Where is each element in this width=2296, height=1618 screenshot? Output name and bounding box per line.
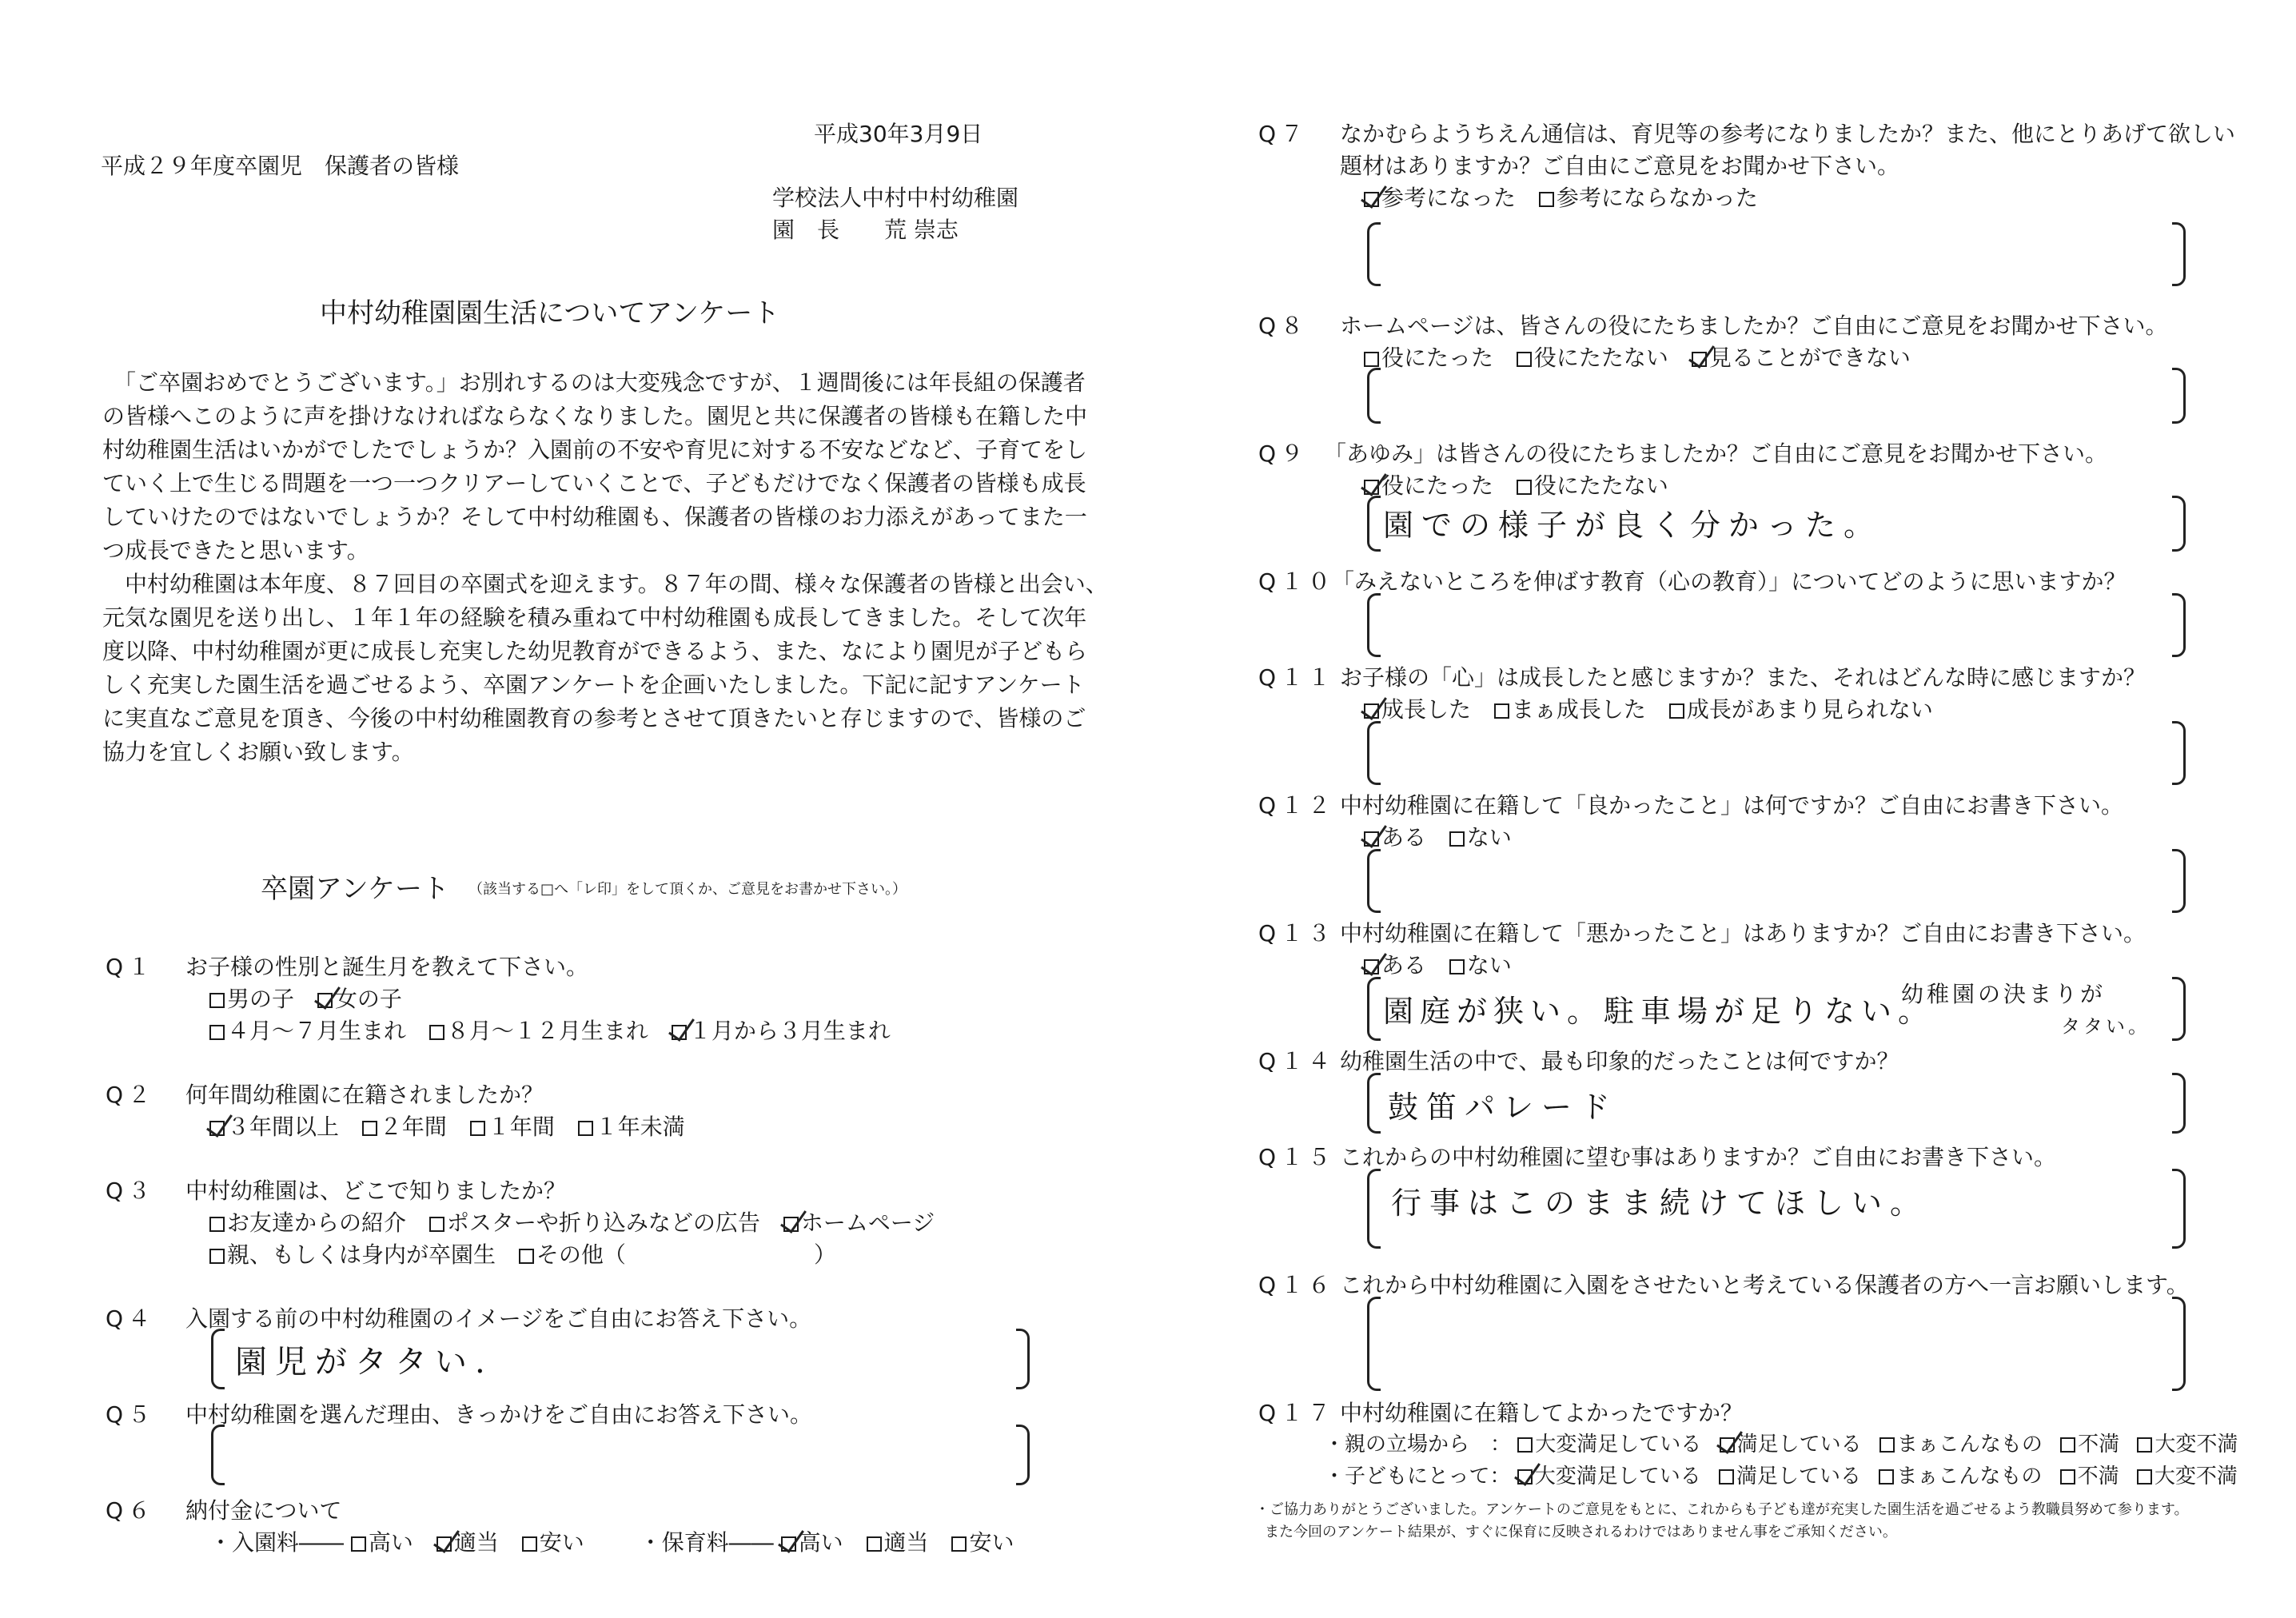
checkbox[interactable] <box>209 1025 225 1040</box>
checkbox-checked[interactable] <box>781 1536 796 1552</box>
checkbox[interactable] <box>867 1536 882 1552</box>
option-little-growth[interactable]: 成長があまり見られない <box>1669 692 1933 724</box>
question-number: Q３ <box>106 1178 156 1204</box>
checkbox-checked[interactable] <box>1364 703 1379 719</box>
intro-line: 中村幼稚園は本年度、８７回目の卒園式を迎えます。８７年の間、様々な保護者の皆様と出会い、 <box>102 571 1108 597</box>
checkbox[interactable] <box>470 1121 485 1136</box>
question-number: Q７ <box>1258 121 1309 147</box>
fee-label-childcare: ・保育料―― <box>639 1529 774 1556</box>
bracket-right <box>2172 368 2186 424</box>
survey-title: 卒園アンケート <box>261 873 449 905</box>
bracket-left <box>1367 496 1381 552</box>
checkbox[interactable] <box>429 1025 444 1040</box>
option-entrance-cheap[interactable]: 安い <box>522 1525 584 1557</box>
option-useful[interactable]: 役にたった <box>1364 341 1493 373</box>
checkbox-checked[interactable] <box>672 1025 687 1040</box>
bracket-right <box>2172 721 2186 785</box>
checkbox[interactable] <box>519 1249 534 1264</box>
bracket-left <box>1367 1169 1381 1249</box>
q1-gender-options <box>209 982 418 1014</box>
option-yes[interactable]: ある <box>1364 820 1426 852</box>
fee-label-entrance: ・入園料―― <box>209 1529 345 1556</box>
question-number: Q１４ <box>1258 1048 1336 1074</box>
option-so-so[interactable]: まぁこんなもの <box>1879 1460 2042 1489</box>
checkbox[interactable] <box>2137 1437 2152 1453</box>
q7-options <box>1364 181 1774 213</box>
question-text: 中村幼稚園に在籍してよかったですか？ <box>1340 1400 1744 1426</box>
director: 園 長 荒 崇志 <box>772 217 959 243</box>
intro-line: の皆様へこのように声を掛けなければならなくなりました。園児と共に保護者の皆様も在籍した中 <box>102 403 1088 429</box>
q17-parent-row <box>1324 1428 2238 1457</box>
question-text: 幼稚園生活の中で、最も印象的だったことは何ですか？ <box>1340 1048 1899 1074</box>
answer-box[interactable] <box>211 1329 1030 1389</box>
checkbox[interactable] <box>1364 352 1379 367</box>
option-other[interactable]: その他（ <box>519 1237 626 1269</box>
question-text: 中村幼稚園を選んだ理由、きっかけをご自由にお答え下さい。 <box>185 1401 813 1428</box>
checkbox-checked[interactable] <box>1364 959 1379 974</box>
checkbox-checked[interactable] <box>1692 352 1707 367</box>
question-text: ホームページは、皆さんの役にたちましたか？ご自由にご意見をお聞かせ下さい。 <box>1340 313 2168 339</box>
page-divider <box>1148 0 1149 1618</box>
bracket-right <box>2172 977 2186 1041</box>
checkbox[interactable] <box>2060 1469 2075 1484</box>
question-number: Q６ <box>106 1497 156 1524</box>
q3-options-row2 <box>209 1237 642 1269</box>
question-number: Q１７ <box>1258 1400 1336 1426</box>
checkbox[interactable] <box>362 1121 377 1136</box>
bracket-left <box>1367 593 1381 657</box>
question-number: Q９ <box>1258 440 1309 467</box>
question-text: お子様の性別と誕生月を教えて下さい。 <box>185 954 589 980</box>
checkbox-checked[interactable] <box>317 993 333 1008</box>
question-text: 納付金について <box>185 1497 342 1524</box>
checkbox[interactable] <box>2137 1469 2152 1484</box>
checkbox-checked[interactable] <box>1364 480 1379 495</box>
option-could-not-view[interactable]: 見ることができない <box>1692 341 1911 373</box>
handwritten-answer-note: タタい。 <box>2061 1015 2151 1038</box>
q11-options <box>1364 692 1949 724</box>
option-childcare-high[interactable]: 高い <box>781 1525 843 1557</box>
question-number: Q１ <box>106 954 156 980</box>
question-number: Q１０ <box>1258 568 1336 595</box>
question-text: 入園する前の中村幼稚園のイメージをご自由にお答え下さい。 <box>185 1305 812 1332</box>
option-childcare-fair[interactable]: 適当 <box>867 1525 929 1557</box>
row-label: ・子どもにとって： <box>1324 1465 1511 1488</box>
option-relative[interactable]: 親、もしくは身内が卒園生 <box>209 1237 496 1269</box>
option-very-dissatisfied[interactable]: 大変不満 <box>2137 1460 2238 1489</box>
answer-box[interactable] <box>1367 222 2186 286</box>
bracket-right <box>1016 1425 1030 1485</box>
option-satisfied[interactable]: 満足している <box>1720 1428 1862 1457</box>
question-number: Q１１ <box>1258 664 1336 691</box>
option-friend[interactable]: お友達からの紹介 <box>209 1206 406 1237</box>
checkbox[interactable] <box>1517 352 1532 367</box>
bracket-right <box>2172 496 2186 552</box>
question-text: 「みえないところを伸ばす教育（心の教育）」についてどのように思いますか？ <box>1332 568 2127 595</box>
checkbox-checked[interactable] <box>1517 1469 1533 1484</box>
bracket-left <box>1367 1297 1381 1391</box>
bracket-left <box>1367 721 1381 785</box>
q12-options <box>1364 820 1528 852</box>
checkbox-checked[interactable] <box>209 1121 225 1136</box>
bracket-left <box>1367 977 1381 1041</box>
handwritten-answer: 鼓笛パレード <box>1388 1090 1619 1125</box>
q6-fee-options <box>209 1525 1030 1557</box>
checkbox[interactable] <box>1517 480 1532 495</box>
checkbox[interactable] <box>209 1217 225 1232</box>
checkbox[interactable] <box>1879 1437 1895 1453</box>
bracket-right <box>2172 593 2186 657</box>
answer-box[interactable] <box>1367 593 2186 657</box>
intro-line: していけたのではないでしょうか？そして中村幼稚園も、保護者の皆様のお力添えがあってまた一 <box>102 504 1087 530</box>
bracket-left <box>211 1425 225 1485</box>
checkbox[interactable] <box>1719 1469 1734 1484</box>
answer-box[interactable] <box>1367 721 2186 785</box>
q13-options <box>1364 948 1528 980</box>
intro-line: つ成長できたと思います。 <box>102 537 369 564</box>
option-under-1year[interactable]: １年未満 <box>578 1110 685 1142</box>
question-number: Q５ <box>106 1401 156 1428</box>
checkbox[interactable] <box>1517 1437 1533 1453</box>
option-boy[interactable]: 男の子 <box>209 982 294 1014</box>
handwritten-answer-note: 幼稚園の決まりが <box>1901 981 2107 1007</box>
bracket-left <box>1367 222 1381 286</box>
q3-options-row1 <box>209 1206 951 1237</box>
intro-line: 協力を宜しくお願い致します。 <box>102 739 414 765</box>
bracket-left <box>1367 368 1381 424</box>
bracket-right <box>2172 222 2186 286</box>
checkbox-checked[interactable] <box>436 1536 452 1552</box>
option-helpful[interactable]: 参考になった <box>1364 181 1516 213</box>
question-text: これから中村幼稚園に入園をさせたいと考えている保護者の方へ一言お願いします。 <box>1340 1272 2189 1298</box>
bracket-right <box>2172 1073 2186 1134</box>
option-homepage[interactable]: ホームページ <box>783 1206 935 1237</box>
intro-line: ていく上で生じる問題を一つ一つクリアーしていくことで、子どもだけでなく保護者の皆様も成長 <box>102 470 1086 496</box>
checkbox-checked[interactable] <box>783 1217 799 1232</box>
checkbox[interactable] <box>1669 703 1684 719</box>
q1-month-options <box>209 1014 907 1046</box>
option-very-dissatisfied[interactable]: 大変不満 <box>2137 1428 2238 1457</box>
intro-line: に実直なご意見を頂き、今後の中村幼稚園教育の参考とさせて頂きたいと存じますので、皆様のご <box>102 705 1086 731</box>
option-useful[interactable]: 役にたった <box>1364 468 1493 500</box>
intro-line: 度以降、中村幼稚園が更に成長し充実した幼児教育ができるよう、また、なにより園児が子どもら <box>102 638 1088 664</box>
footer-note: また今回のアンケート結果が、すぐに保育に反映されるわけではありません事をご承知ください。 <box>1265 1524 1897 1540</box>
option-1year[interactable]: １年間 <box>470 1110 555 1142</box>
answer-box[interactable] <box>1367 368 2186 424</box>
bracket-right <box>2172 1169 2186 1249</box>
question-number: Q１５ <box>1258 1144 1336 1170</box>
option-jan-mar[interactable]: １月から３月生まれ <box>672 1014 891 1046</box>
row-label: ・親の立場から ： <box>1324 1433 1512 1457</box>
bracket-left <box>1367 1073 1381 1134</box>
checkbox[interactable] <box>209 993 225 1008</box>
page-title: 中村幼稚園園生活についてアンケート <box>320 297 780 329</box>
option-somewhat-grew[interactable]: まぁ成長した <box>1494 692 1646 724</box>
checkbox[interactable] <box>1449 831 1465 847</box>
checkbox[interactable] <box>1539 192 1554 207</box>
bracket-right <box>2172 1297 2186 1391</box>
option-not-useful[interactable]: 役にたたない <box>1517 341 1668 373</box>
checkbox[interactable] <box>951 1536 967 1552</box>
handwritten-answer: 園庭が狭い。駐車場が足りない。 <box>1383 994 1935 1029</box>
answer-box[interactable] <box>211 1425 1030 1485</box>
question-number: Q１２ <box>1258 792 1336 819</box>
question-number: Q１６ <box>1258 1272 1336 1298</box>
answer-box[interactable] <box>1367 1297 2186 1391</box>
answer-box[interactable] <box>1367 849 2186 913</box>
option-apr-jul[interactable]: ４月～７月生まれ <box>209 1014 406 1046</box>
option-3years[interactable]: ３年間以上 <box>209 1110 339 1142</box>
option-entrance-fair[interactable]: 適当 <box>436 1525 499 1557</box>
checkbox-checked[interactable] <box>1364 192 1379 207</box>
checkbox[interactable] <box>1449 959 1465 974</box>
bracket-left <box>211 1329 225 1389</box>
question-text: 「あゆみ」は皆さんの役にたちましたか？ご自由にご意見をお聞かせ下さい。 <box>1324 440 2108 467</box>
survey-note: （該当する□へ「レ印」をして頂くか、ご意見をお書かせ下さい。） <box>468 881 907 898</box>
option-yes[interactable]: ある <box>1364 948 1426 980</box>
question-number: Q１３ <box>1258 920 1336 946</box>
handwritten-answer: 園での様子が良く分かった。 <box>1383 508 1883 543</box>
intro-line: 元気な園児を送り出し、１年１年の経験を積み重ねて中村幼稚園も成長してきました。そして次年 <box>102 604 1087 631</box>
question-text: なかむらようちえん通信は、育児等の参考になりましたか？また、他にとりあげて欲しい <box>1340 121 2236 147</box>
question-text: 中村幼稚園に在籍して「良かったこと」は何ですか？ご自由にお書き下さい。 <box>1340 792 2124 819</box>
option-so-so[interactable]: まぁこんなもの <box>1879 1428 2043 1457</box>
option-satisfied[interactable]: 満足している <box>1719 1460 1861 1489</box>
checkbox[interactable] <box>1494 703 1509 719</box>
question-text: お子様の「心」は成長したと感じますか？また、それはどんな時に感じますか？ <box>1340 664 2147 691</box>
intro-line: 村幼稚園生活はいかがでしたでしょうか？入園前の不安や育児に対する不安などなど、子育てをし <box>102 436 1088 463</box>
bracket-left <box>1367 849 1381 913</box>
option-aug-dec[interactable]: ８月～１２月生まれ <box>429 1014 648 1046</box>
question-text: 中村幼稚園は、どこで知りましたか？ <box>185 1178 567 1204</box>
option-childcare-cheap[interactable]: 安い <box>951 1525 1014 1557</box>
answer-box[interactable] <box>1367 1073 2186 1134</box>
question-number: Q２ <box>106 1082 156 1108</box>
footer-note: ・ご協力ありがとうございました。アンケートのご意見をもとに、これからも子ども達が充実した園生活を過ごせるよう教職員努めて参ります。 <box>1255 1501 2189 1518</box>
answer-box[interactable] <box>1367 1169 2186 1249</box>
option-no[interactable]: ない <box>1449 820 1512 852</box>
checkbox[interactable] <box>1879 1469 1894 1484</box>
question-text: 中村幼稚園に在籍して「悪かったこと」はありますか？ご自由にお書き下さい。 <box>1340 920 2147 946</box>
intro-line: しく充実した園生活を過ごせるよう、卒園アンケートを企画いたしました。下記に記すアンケート <box>102 672 1085 698</box>
question-text: これからの中村幼稚園に望む事はありますか？ご自由にお書き下さい。 <box>1340 1144 2057 1170</box>
question-number: Q８ <box>1258 313 1309 339</box>
other-close-paren: ） <box>814 1241 837 1268</box>
option-poster[interactable]: ポスターや折り込みなどの広告 <box>429 1206 760 1237</box>
checkbox[interactable] <box>429 1217 444 1232</box>
option-no[interactable]: ない <box>1449 948 1512 980</box>
handwritten-answer: 園児がタタい. <box>235 1344 493 1381</box>
option-very-satisfied[interactable]: 大変満足している <box>1517 1460 1701 1489</box>
handwritten-answer: 行事はこのまま続けてほしい。 <box>1391 1186 1929 1221</box>
recipient: 平成２９年度卒園児 保護者の皆様 <box>101 153 460 179</box>
checkbox-checked[interactable] <box>1364 831 1379 847</box>
option-girl[interactable]: 女の子 <box>317 982 402 1014</box>
q17-child-row <box>1324 1460 2238 1489</box>
option-not-helpful[interactable]: 参考にならなかった <box>1539 181 1758 213</box>
question-text: 題材はありますか？ご自由にご意見をお聞かせ下さい。 <box>1340 153 1900 179</box>
checkbox[interactable] <box>2060 1437 2075 1453</box>
checkbox-checked[interactable] <box>1720 1437 1735 1453</box>
option-not-useful[interactable]: 役にたたない <box>1517 468 1668 500</box>
answer-box[interactable] <box>1367 496 2186 552</box>
answer-box[interactable] <box>1367 977 2186 1041</box>
organization: 学校法人中村中村幼稚園 <box>772 185 1019 211</box>
question-number: Q４ <box>106 1305 156 1332</box>
option-dissatisfied[interactable]: 不満 <box>2060 1428 2119 1457</box>
option-very-satisfied[interactable]: 大変満足している <box>1517 1428 1701 1457</box>
question-text: 何年間幼稚園に在籍されましたか？ <box>185 1082 544 1108</box>
bracket-right <box>2172 849 2186 913</box>
option-entrance-high[interactable]: 高い <box>351 1525 413 1557</box>
intro-line: 「ご卒園おめでとうございます。」お別れするのは大変残念ですが、１週間後には年長組の保護者 <box>114 369 1086 396</box>
checkbox[interactable] <box>522 1536 537 1552</box>
bracket-right <box>1016 1329 1030 1389</box>
option-grew[interactable]: 成長した <box>1364 692 1471 724</box>
checkbox[interactable] <box>578 1121 593 1136</box>
checkbox[interactable] <box>351 1536 366 1552</box>
checkbox[interactable] <box>209 1249 225 1264</box>
date: 平成30年3月9日 <box>814 121 983 147</box>
q2-options <box>209 1110 701 1142</box>
option-dissatisfied[interactable]: 不満 <box>2060 1460 2119 1489</box>
option-2years[interactable]: ２年間 <box>362 1110 447 1142</box>
